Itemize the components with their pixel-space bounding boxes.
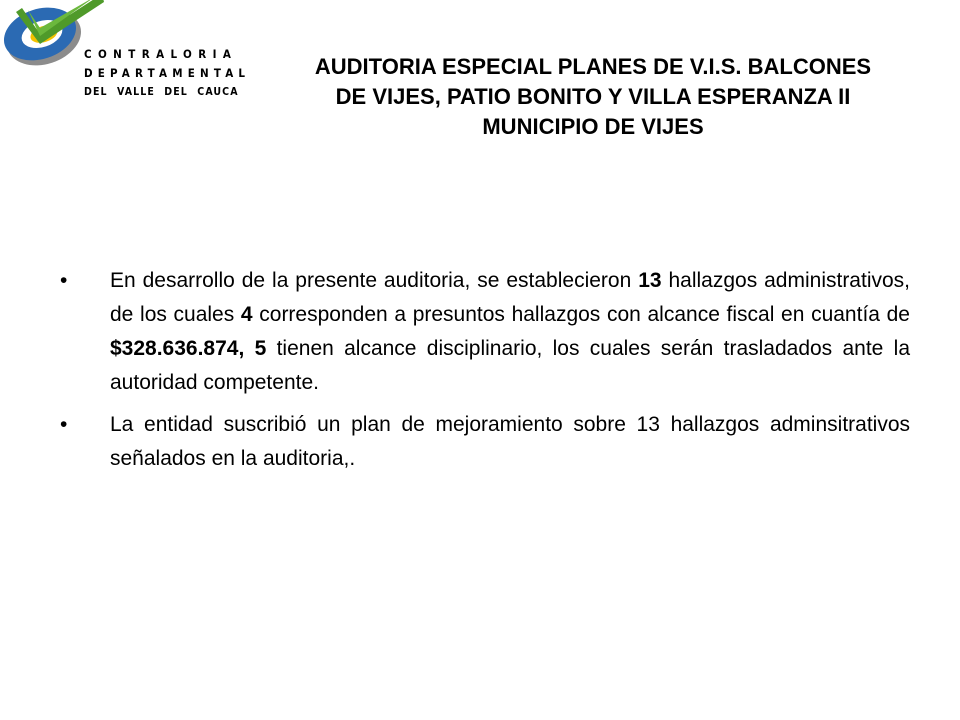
bullet-2-text: La entidad suscribió un plan de mejoramiento sobre 13 hallazgos adminsitrativos señalados en la auditoria,.	[110, 413, 910, 470]
bullet-1-text-c: corresponden a presuntos hallazgos con alcance fiscal en cuantía de	[252, 303, 910, 326]
bullet-1-count-fiscal: 4	[240, 303, 253, 326]
slide-title	[248, 52, 938, 142]
bullet-1-text-b: hallazgos administrativos, de los cuales	[110, 269, 911, 326]
bullet-1-amount: $328.636.874, 5	[110, 337, 267, 360]
contraloria-logo	[0, 0, 251, 115]
bullet-marker: •	[60, 269, 68, 292]
bullet-marker: •	[60, 413, 68, 436]
logo-line-valle-del-cauca: DEL VALLE DEL CAUCA	[84, 86, 239, 98]
logo-line-departamental: DEPARTAMENTAL	[84, 66, 251, 80]
bullet-1-text-d: tienen alcance disciplinario, los cuales serán trasladados ante la autoridad competente.	[110, 337, 910, 394]
bullet-item-plan-mejoramiento	[60, 408, 910, 476]
bullet-list	[60, 264, 910, 484]
bullet-1-text-a: En desarrollo de la presente auditoria, se establecieron	[110, 269, 639, 292]
logo-line-contraloria: CONTRALORIA	[84, 47, 238, 61]
title-line-3: MUNICIPIO DE VIJES	[482, 114, 704, 139]
bullet-item-hallazgos	[60, 264, 910, 400]
title-line-1: AUDITORIA ESPECIAL PLANES DE V.I.S. BALCONES	[314, 54, 872, 79]
bullet-1-count-total: 13	[638, 269, 662, 292]
title-line-2: DE VIJES, PATIO BONITO Y VILLA ESPERANZA II	[335, 84, 851, 109]
